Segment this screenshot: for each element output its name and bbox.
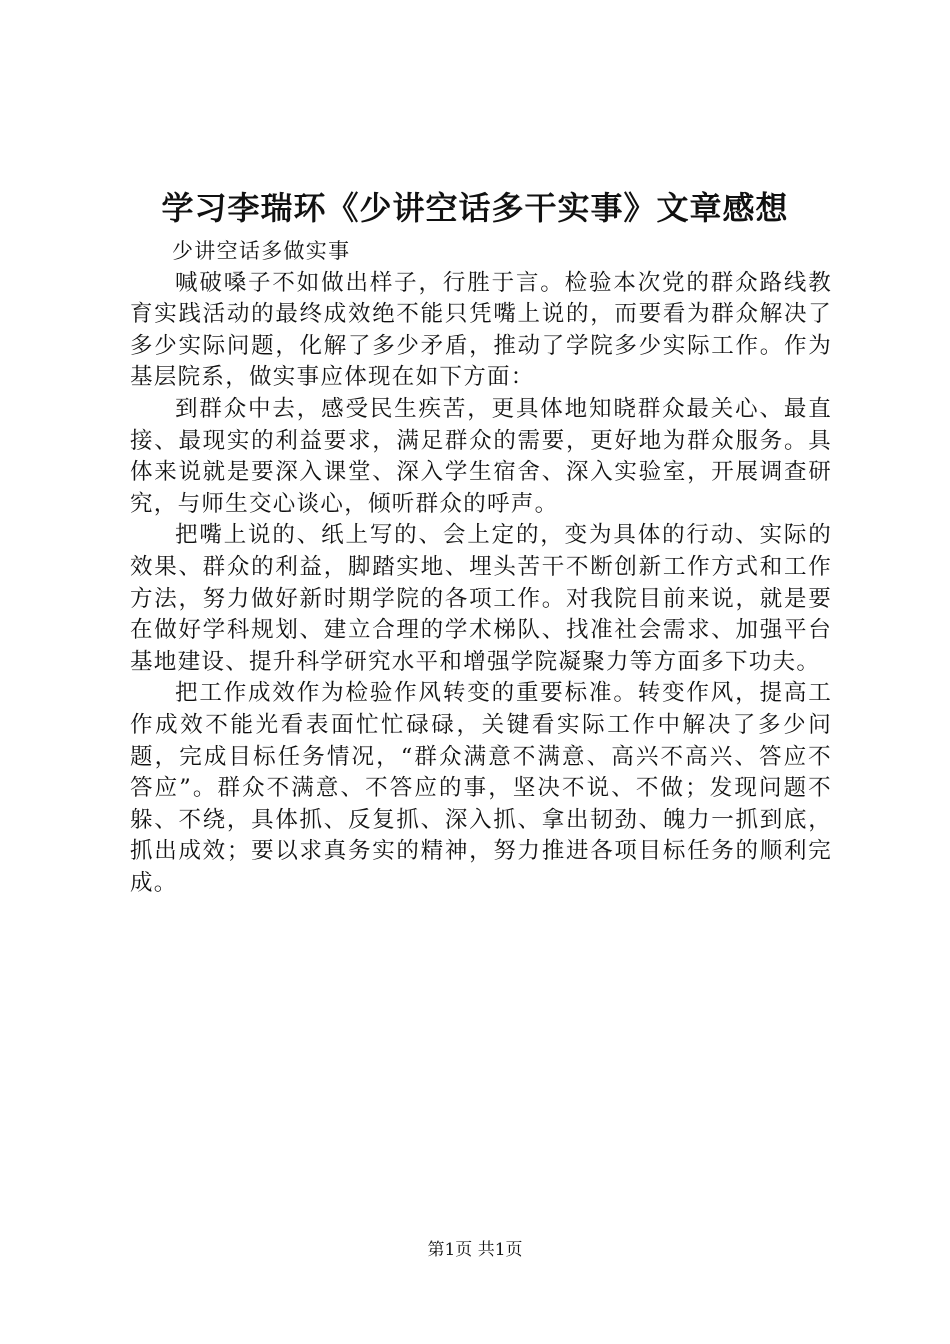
page-footer: 第1页 共1页 <box>427 1240 523 1260</box>
paragraph-4: 把工作成效作为检验作风转变的重要标准。转变作风，提高工作成效不能光看表面忙忙碌碌，关键看实际工作中解决了多少问题，完成目标任务情况，“群众满意不满意、高兴不高兴、答应不答应”。群众不满意、不答应的事，坚决不说、不做；发现问题不躲、不绕，具体抓、反复抓、深入抓、拿出韧劲、魄力一抓到底，抓出成效；要以求真务实的精神，努力推进各项目标任务的顺利完成。 <box>130 680 832 896</box>
paragraph-2: 到群众中去，感受民生疾苦，更具体地知晓群众最关心、最直接、最现实的利益要求，满足群众的需要，更好地为群众服务。具体来说就是要深入课堂、深入学生宿舍、深入实验室，开展调查研究，与师生交心谈心，倾听群众的呼声。 <box>130 395 832 517</box>
document-title: 学习李瑞环《少讲空话多干实事》文章感想 <box>161 189 789 227</box>
paragraph-1: 喊破嗓子不如做出样子，行胜于言。检验本次党的群众路线教育实践活动的最终成效绝不能只凭嘴上说的，而要看为群众解决了多少实际问题，化解了多少矛盾，推动了学院多少实际工作。作为基层院系，做实事应体现在如下方面： <box>130 269 832 391</box>
paragraph-3: 把嘴上说的、纸上写的、会上定的，变为具体的行动、实际的效果、群众的利益，脚踏实地、埋头苦干不断创新工作方式和工作方法，努力做好新时期学院的各项工作。对我院目前来说，就是要在做好学科规划、建立合理的学术梯队、找准社会需求、加强平台基地建设、提升科学研究水平和增强学院凝聚力等方面多下功夫。 <box>130 522 832 675</box>
document-subtitle: 少讲空话多做实事 <box>172 239 351 263</box>
document-body <box>130 236 832 899</box>
